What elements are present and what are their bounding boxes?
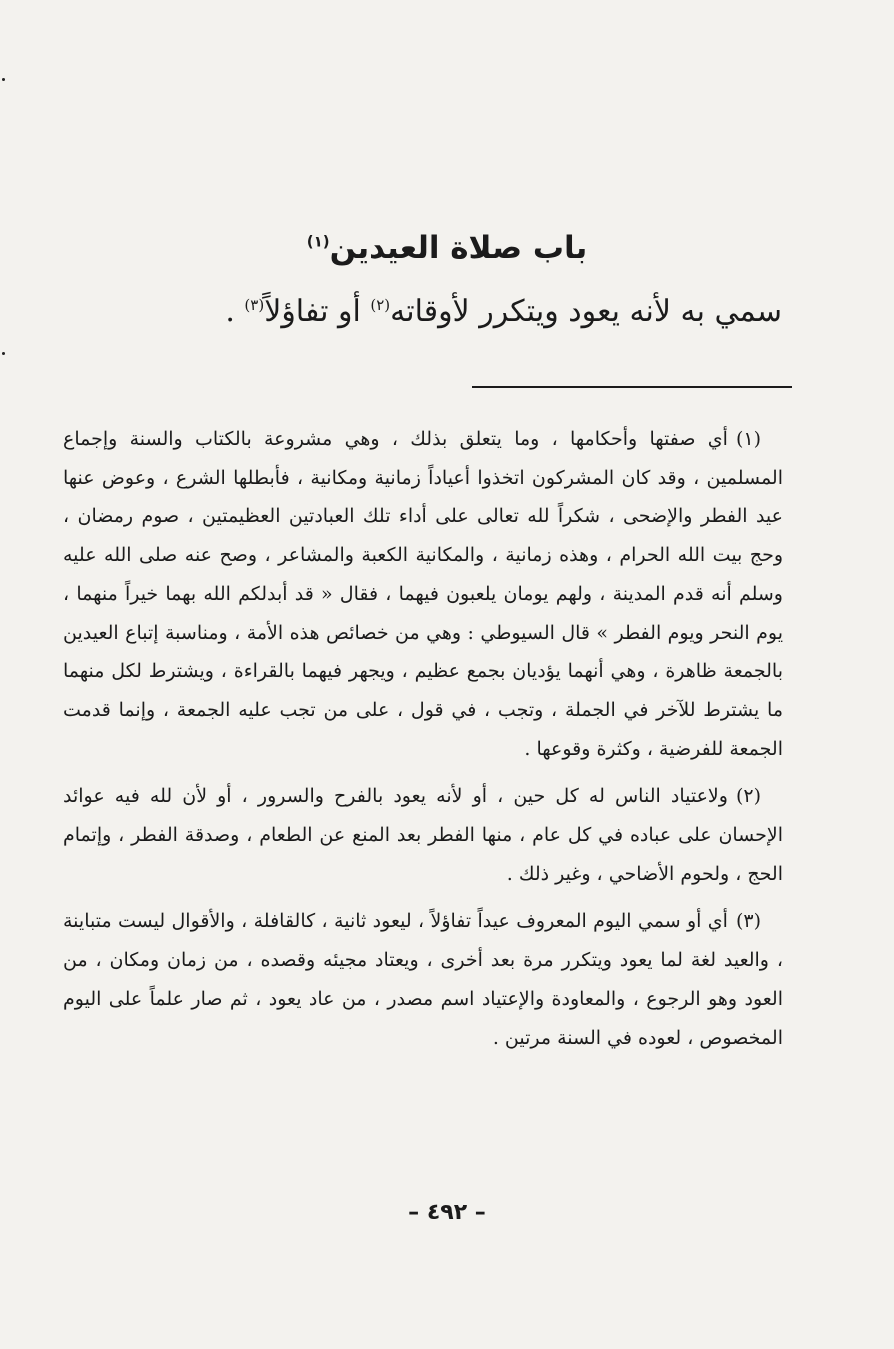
- scan-mark: [2, 352, 5, 355]
- footnote: [63, 777, 783, 893]
- intro-text-part: أو تفاؤلاً: [264, 294, 371, 329]
- intro-text-part: سمي به لأنه يعود ويتكرر لأوقاته: [390, 294, 782, 329]
- footnote-ref: (٣): [244, 296, 265, 314]
- footnote-number: (٣): [735, 910, 761, 933]
- scan-mark: [2, 78, 5, 81]
- page-number: – ٤٩٢ –: [408, 1200, 486, 1225]
- footnote-text: ولاعتياد الناس له كل حين ، أو لأنه يعود بالفرح والسرور ، أو لأن لله فيه عوائد الإحسان على عباده في كل عام ، منها الفطر بعد المنع عن الطعام ، وصدقة الفطر ، وإتمام الحج ، ولحوم الأضاحي ، وغير ذلك .: [63, 785, 783, 885]
- footnote-number: (٢): [735, 785, 761, 808]
- footnote: [63, 902, 783, 1057]
- footnote-number: (١): [735, 428, 761, 450]
- footnote-text: أي صفتها وأحكامها ، وما يتعلق بذلك ، وهي مشروعة بالكتاب والسنة وإجماع المسلمين ، وقد كان المشركون اتخذوا أعياداً زمانية ومكانية ، فأبطلها الشرع ، وعوض عنها عيد الفطر والإضحى ، شكراً لله تعالى على أداء تلك العبادتين العظيمتين ، صوم رمضان ، وحج بيت الله الحرام ، وهذه زمانية ، والمكانية الكعبة والمشاعر ، وصح عنه صلى الله عليه وسلم أنه قدم المدينة ، ولهم يومان يلعبون فيهما ، فقال « قد أبدلكم الله بهما خيراً منهما ، يوم النحر ويوم الفطر » قال السيوطي : وهي من خصائص هذه الأمة ، ومناسبة إتباع العيدين بالجمعة ظاهرة ، وهي أنهما يؤديان بجمع عظيم ، ويجهر فيهما بالقراءة ، ويشترط لكل منهما ما يشترط للآخر في الجملة ، وتجب ، في قول ، على من تجب عليه الجمعة ، وإنما قدمت الجمعة للفرضية ، وكثرة وقوعها .: [63, 428, 783, 760]
- footnote-ref: (٢): [370, 296, 391, 314]
- footnote: [63, 420, 783, 768]
- chapter-title-text: باب صلاة العيدين: [329, 230, 588, 266]
- intro-text-part: .: [225, 294, 245, 329]
- footnotes: [63, 420, 783, 1066]
- footnote-separator: [472, 386, 792, 388]
- chapter-title: [0, 228, 894, 268]
- footnote-text: أي أو سمي اليوم المعروف عيداً تفاؤلاً ، ليعود ثانية ، كالقافلة ، والأقوال ليست متباينة ، والعيد لغة لما يعود ويتكرر مرة بعد أخرى ، ويعتاد مجيئه وقصده ، من زمان ومكان ، من العود وهو الرجوع ، والمعاودة والإعتياد اسم مصدر ، من عاد يعود ، ثم صار علماً على اليوم المخصوص ، لعوده في السنة مرتين .: [63, 910, 783, 1049]
- intro-sentence: [82, 288, 782, 336]
- footnote-ref: (١): [306, 232, 330, 251]
